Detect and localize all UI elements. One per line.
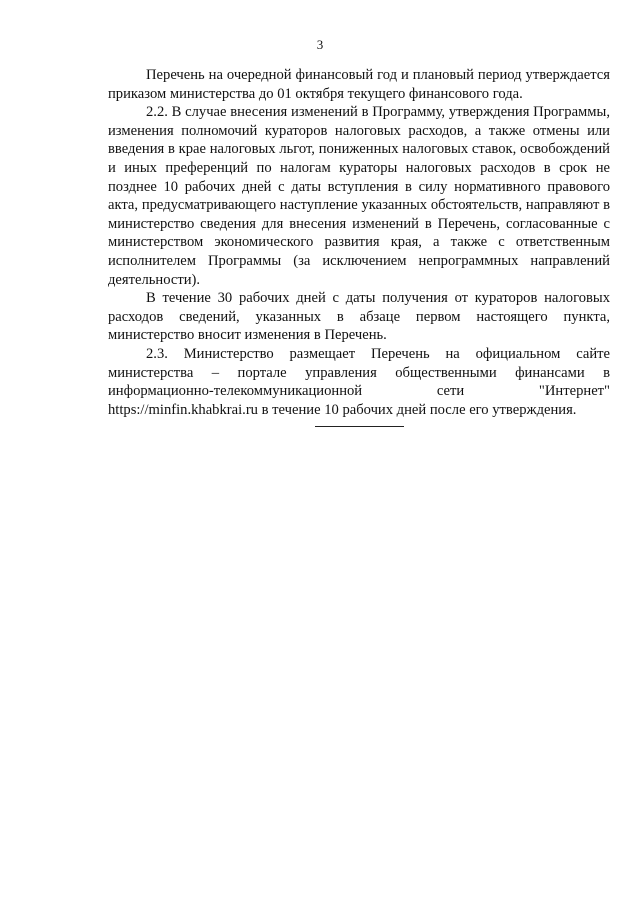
paragraph-list-approval: Перечень на очередной финансовый год и плановый период утверждается приказом министерства до 01 октября текущего финансового года. xyxy=(108,67,610,102)
page-number: 3 xyxy=(316,37,324,52)
paragraph-2-2: 2.2. В случае внесения изменений в Программу, утверждения Программы, изменения полномочий кураторов налоговых расходов, а также отмены или введения в крае налоговых льгот, пониженных налоговых ставок, освобождений и иных преференций по налогам кураторы налоговых расходов в срок не позднее 10 рабочих дней с даты вступления в силу нормативного правового акта, предусматривающего наступление указанных обстоятельств, направляют в министерство сведения для внесения изменений в Перечень, согласованные с министерством экономического развития края, а также с ответственным исполнителем Программы (за исключением непрограммных направлений деятельности). xyxy=(108,104,610,288)
end-of-document-rule xyxy=(315,426,404,427)
paragraph-2-3: 2.3. Министерство размещает Перечень на официальном сайте министерства – портале управления общественными финансами в информационно-телекоммуникационной сети "Интернет" https://minfin.khabkrai.ru в течение 10 рабочих дней после его утверждения. xyxy=(108,345,610,418)
document-body xyxy=(108,66,610,419)
paragraph-30-days: В течение 30 рабочих дней с даты получения от кураторов налоговых расходов сведений, указанных в абзаце первом настоящего пункта, министерство вносит изменения в Перечень. xyxy=(108,290,610,344)
